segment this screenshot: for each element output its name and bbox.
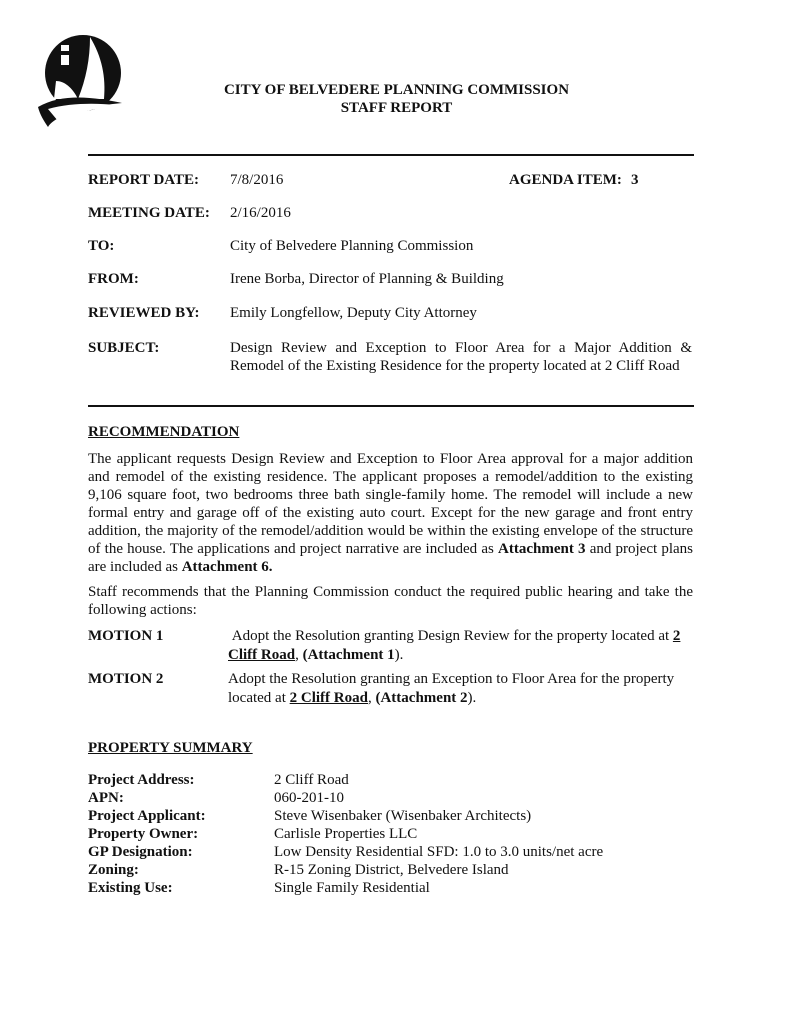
reviewed-by-value: Emily Longfellow, Deputy City Attorney: [230, 305, 477, 321]
motion-2-description: Adopt the Resolution granting an Exception to Floor Area for the property located at: [228, 671, 675, 706]
from-label: FROM:: [88, 271, 139, 287]
reviewed-by-label: REVIEWED BY:: [88, 305, 200, 321]
subject-line2: Remodel of the Existing Residence for the property located at 2 Cliff Road: [230, 358, 680, 374]
from-value: Irene Borba, Director of Planning & Building: [230, 271, 504, 287]
to-value: City of Belvedere Planning Commission: [230, 238, 474, 254]
existing-use-label: Existing Use:: [88, 880, 173, 896]
property-owner-label: Property Owner:: [88, 826, 199, 842]
motion-2-address-link[interactable]: 2 Cliff Road: [289, 690, 368, 706]
staff-recommends-text: Staff recommends that the Planning Commission conduct the required public hearing and take the following actions:: [88, 584, 693, 618]
recommendation-heading: RECOMMENDATION: [88, 424, 240, 440]
gp-designation-label: GP Designation:: [88, 844, 193, 860]
motion-2-attachment: (Attachment 2: [375, 690, 468, 706]
top-divider: [88, 154, 694, 156]
report-date-label: REPORT DATE:: [88, 172, 200, 188]
agenda-item-label: AGENDA ITEM:: [509, 172, 622, 188]
middle-divider: [88, 405, 694, 407]
motion-2-end: ).: [467, 690, 477, 706]
recommendation-text-mid: and project plans are included as: [88, 541, 693, 575]
meeting-date-label: MEETING DATE:: [88, 205, 210, 221]
staff-recommends-paragraph: [88, 583, 693, 619]
to-label: TO:: [88, 238, 115, 254]
header-title-line2: STAFF REPORT: [340, 100, 453, 116]
motion-1-description: Adopt the Resolution granting Design Review for the property located at: [231, 628, 670, 644]
motion-2-text: Adopt the Resolution granting an Exception to Floor Area for the property located at 2 Cliff Road, (Attachment 2).: [228, 671, 675, 706]
apn-value: 060-201-10: [274, 790, 344, 806]
property-summary-heading: PROPERTY SUMMARY: [88, 740, 253, 756]
recommendation-paragraph: [88, 450, 693, 576]
zoning-label: Zoning:: [88, 862, 139, 878]
project-applicant-label: Project Applicant:: [88, 808, 206, 824]
report-date-value: 7/8/2016: [230, 172, 284, 188]
attachment-3-ref: Attachment 3: [498, 541, 586, 557]
motion-1-text: Adopt the Resolution granting Design Review for the property located at 2 Cliff Road, (Attachment 1).: [228, 628, 681, 663]
project-address-label: Project Address:: [88, 772, 195, 788]
header-title-line1: CITY OF BELVEDERE PLANNING COMMISSION: [223, 82, 570, 98]
zoning-value: R-15 Zoning District, Belvedere Island: [274, 862, 509, 878]
attachment-6-ref: Attachment 6.: [181, 559, 273, 575]
motion-1-label: MOTION 1: [88, 628, 164, 644]
project-applicant-value: Steve Wisenbaker (Wisenbaker Architects): [274, 808, 532, 824]
motion-1-address-link[interactable]: 2 Cliff Road: [228, 628, 681, 663]
motion-2-label: MOTION 2: [88, 671, 164, 687]
meeting-date-value: 2/16/2016: [230, 205, 291, 221]
existing-use-value: Single Family Residential: [274, 880, 430, 896]
recommendation-text: The applicant requests Design Review and Exception to Floor Area approval for a major addition and remodel of the existing residence. The applicant proposes a remodel/addition to the existing 9,106 square foot, two bedrooms three bath single-family home. The remodel will include a new formal entry and garage off of the existing auto court. Except for the new garage and front entry addition, the majority of the remodel/addition would be within the existing envelope of the structure of the house. The applications and project narrative are included as: [88, 451, 693, 557]
property-owner-value: Carlisle Properties LLC: [274, 826, 418, 842]
motion-1-attachment: (Attachment 1: [302, 647, 395, 663]
project-address-value: 2 Cliff Road: [274, 772, 349, 788]
subject-line1: Design Review and Exception to Floor Area for a Major Addition &: [230, 340, 692, 356]
subject-label: SUBJECT:: [88, 340, 160, 356]
gp-designation-value: Low Density Residential SFD: 1.0 to 3.0 units/net acre: [274, 844, 604, 860]
apn-label: APN:: [88, 790, 124, 806]
agenda-item-value: 3: [631, 172, 639, 188]
motion-1-end: ).: [394, 647, 404, 663]
